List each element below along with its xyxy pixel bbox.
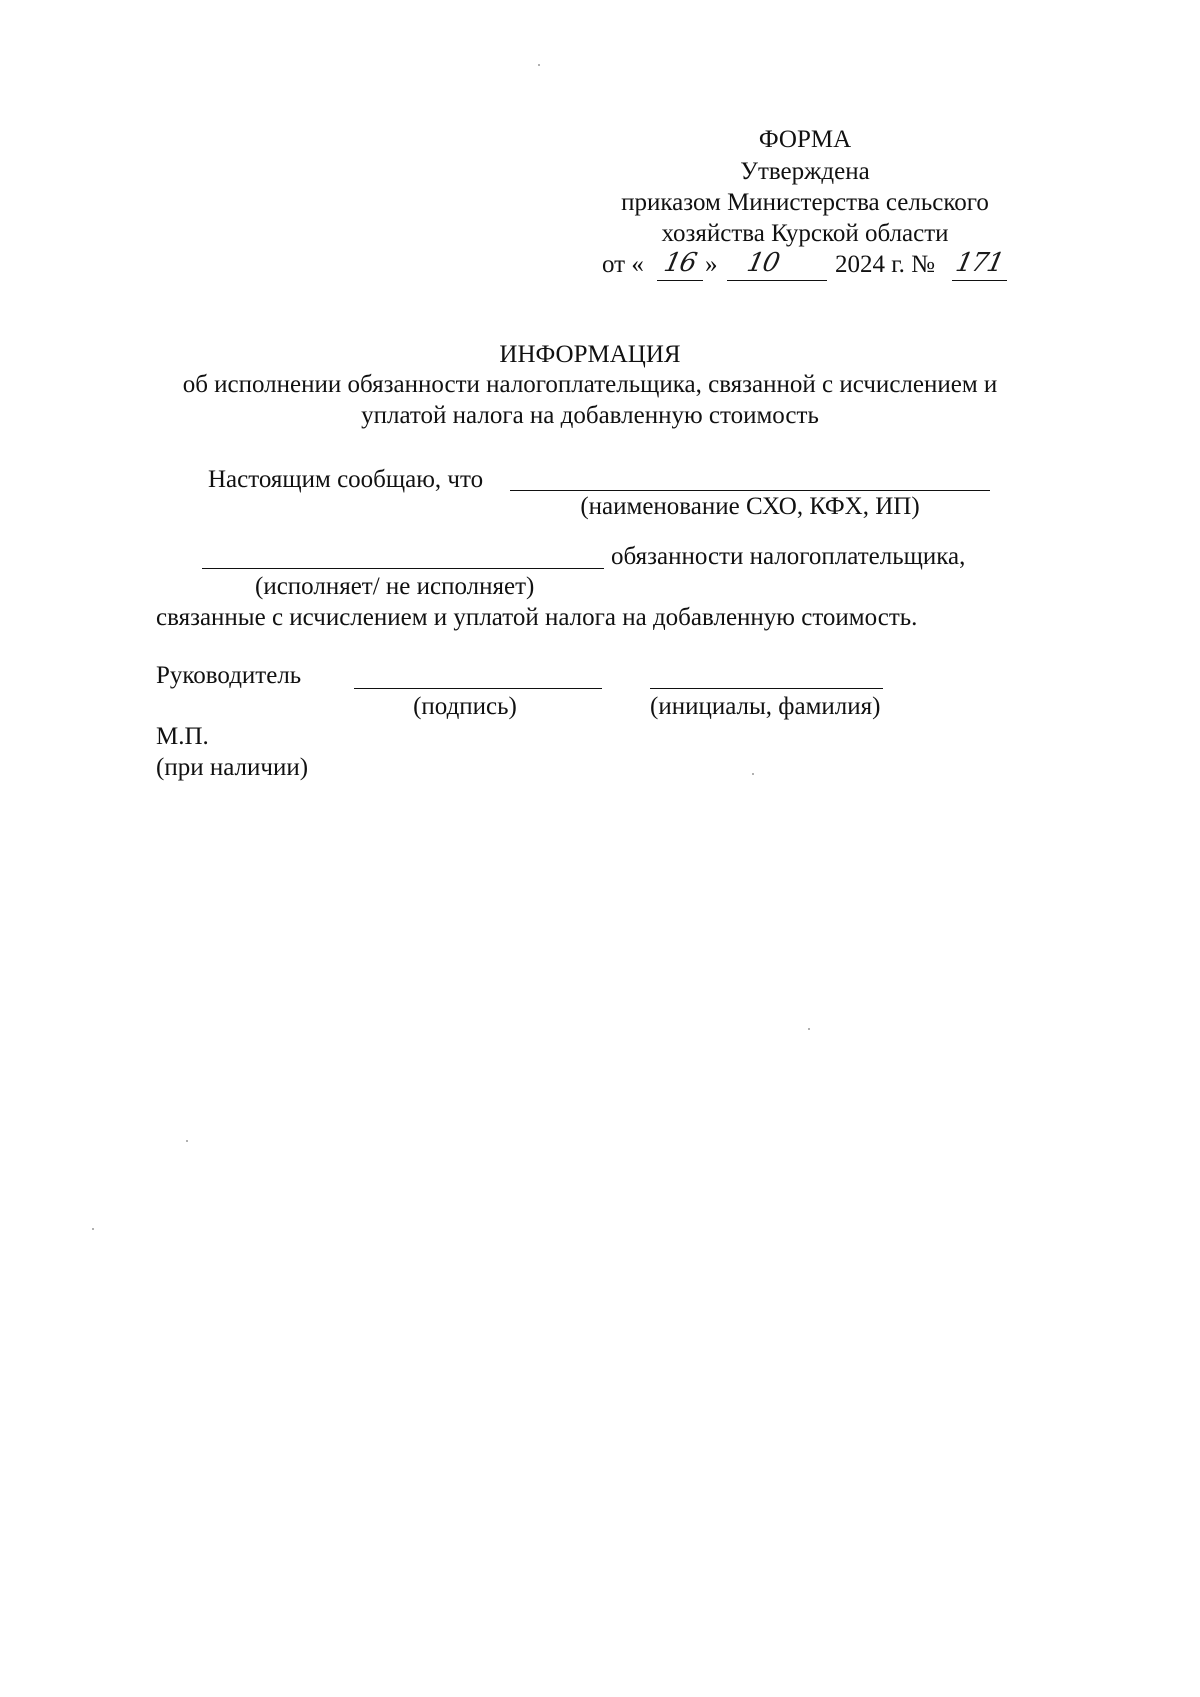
approved-label: Утверждена (740, 158, 870, 185)
scan-speck (538, 64, 540, 66)
duties-text: обязанности налогоплательщика, (611, 543, 966, 570)
document-subtitle-line-1: об исполнении обязанности налогоплательщика, связанной с исчислением и (182, 371, 998, 398)
seal-note: (при наличии) (156, 754, 309, 781)
document-subtitle-line-2: уплатой налога на добавленную стоимость (361, 402, 819, 429)
scan-speck (92, 1228, 94, 1230)
scan-speck (752, 773, 754, 775)
date-prefix: от « (602, 251, 644, 278)
year-and-number-label: 2024 г. № (835, 251, 936, 278)
order-line-1: приказом Министерства сельского (621, 189, 989, 216)
month-field (727, 250, 827, 281)
intro-text: Настоящим сообщаю, что (208, 466, 484, 493)
number-field (952, 250, 1007, 281)
organization-caption: (наименование СХО, КФХ, ИП) (580, 493, 920, 520)
day-field (657, 250, 703, 281)
date-quote-close: » (705, 251, 718, 278)
duty-status-field[interactable] (202, 540, 604, 569)
order-line-2: хозяйства Курской области (661, 220, 949, 247)
day-handwritten: 16 (661, 248, 699, 278)
signature-caption: (подпись) (413, 693, 517, 720)
month-handwritten: 10 (744, 248, 782, 278)
document-title: ИНФОРМАЦИЯ (499, 341, 681, 368)
duties-text-line-2: связанные с исчислением и уплатой налога на добавленную стоимость. (156, 604, 918, 631)
manager-label: Руководитель (156, 662, 302, 689)
scan-speck (808, 1028, 810, 1030)
signature-field[interactable] (354, 660, 602, 689)
form-label: ФОРМА (758, 126, 852, 153)
name-field[interactable] (650, 660, 883, 689)
scan-speck (186, 1140, 188, 1142)
organization-name-field[interactable] (510, 462, 990, 491)
duty-status-caption: (исполняет/ не исполняет) (255, 573, 535, 600)
name-caption: (инициалы, фамилия) (650, 693, 881, 720)
seal-label: М.П. (156, 723, 209, 750)
number-handwritten: 171 (952, 248, 1007, 278)
